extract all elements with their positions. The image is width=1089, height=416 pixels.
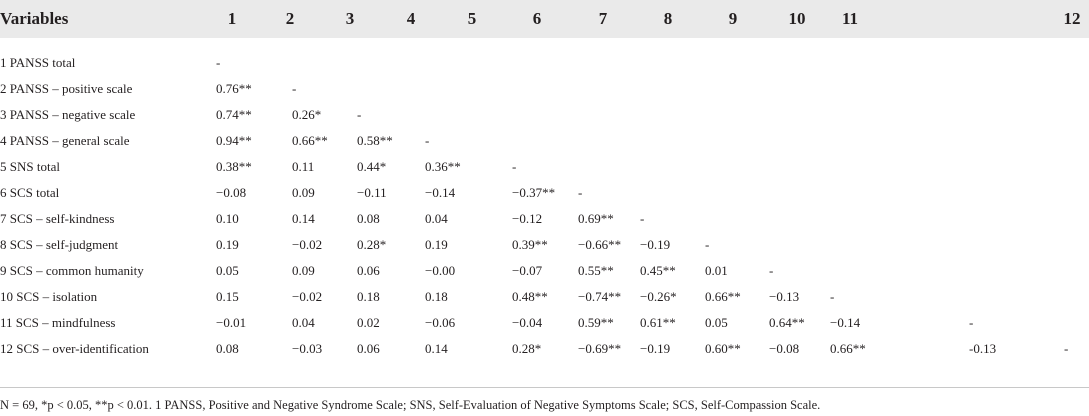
table-cell: 0.45** bbox=[640, 263, 676, 278]
table-cell: - bbox=[512, 159, 517, 174]
table-cell: - bbox=[425, 133, 430, 148]
table-cell: −0.07 bbox=[512, 263, 543, 278]
header-variables: Variables bbox=[0, 9, 69, 28]
table-cell: 0.14 bbox=[425, 341, 448, 356]
table-cell: −0.14 bbox=[425, 185, 456, 200]
table-cell: 0.09 bbox=[292, 185, 315, 200]
table-cell: 0.58** bbox=[357, 133, 393, 148]
table-footnote: N = 69, *p < 0.05, **p < 0.01. 1 PANSS, Positive and Negative Syndrome Scale; SNS, Self-Evaluation of Negative Symptoms Scale; SCS, Self-Compassion Scale. bbox=[0, 398, 821, 412]
header-col-1: 1 bbox=[227, 9, 237, 28]
table-cell: 0.61** bbox=[640, 315, 676, 330]
table-cell: −0.37** bbox=[512, 185, 556, 200]
row-label: 11 SCS – mindfulness bbox=[0, 315, 116, 330]
row-label: 9 SCS – common humanity bbox=[0, 263, 144, 278]
table-cell: −0.69** bbox=[578, 341, 622, 356]
table-cell: 0.06 bbox=[357, 341, 380, 356]
table-cell: 0.18 bbox=[357, 289, 380, 304]
table-cell: 0.19 bbox=[216, 237, 239, 252]
table-cell: −0.02 bbox=[292, 237, 323, 252]
table-cell: 0.19 bbox=[425, 237, 448, 252]
table-cell: 0.06 bbox=[357, 263, 380, 278]
header-col-4: 4 bbox=[406, 9, 416, 28]
table-cell: - bbox=[216, 55, 221, 70]
table-cell: - bbox=[769, 263, 774, 278]
header-col-2: 2 bbox=[285, 9, 295, 28]
table-cell: 0.26* bbox=[292, 107, 322, 122]
table-cell: −0.14 bbox=[830, 315, 861, 330]
table-cell: −0.66** bbox=[578, 237, 622, 252]
table-cell: 0.28* bbox=[357, 237, 387, 252]
row-label: 12 SCS – over-identification bbox=[0, 341, 149, 356]
row-label: 2 PANSS – positive scale bbox=[0, 81, 133, 96]
table-cell: -0.13 bbox=[969, 341, 997, 356]
table-cell: - bbox=[578, 185, 583, 200]
table-cell: 0.10 bbox=[216, 211, 239, 226]
table-cell: - bbox=[705, 237, 710, 252]
table-cell: 0.02 bbox=[357, 315, 380, 330]
table-cell: - bbox=[830, 289, 835, 304]
table-cell: 0.38** bbox=[216, 159, 252, 174]
table-cell: −0.06 bbox=[425, 315, 456, 330]
header-col-11: 11 bbox=[841, 9, 859, 28]
table-cell: −0.01 bbox=[216, 315, 247, 330]
table-cell: −0.19 bbox=[640, 341, 671, 356]
table-cell: 0.39** bbox=[512, 237, 548, 252]
table-cell: 0.01 bbox=[705, 263, 728, 278]
row-label: 10 SCS – isolation bbox=[0, 289, 98, 304]
table-cell: 0.59** bbox=[578, 315, 614, 330]
header-col-12: 12 bbox=[1063, 9, 1081, 28]
table-cell: −0.04 bbox=[512, 315, 543, 330]
header-col-9: 9 bbox=[728, 9, 738, 28]
table-cell: 0.66** bbox=[292, 133, 328, 148]
header-col-5: 5 bbox=[467, 9, 477, 28]
table-cell: 0.08 bbox=[357, 211, 380, 226]
header-col-6: 6 bbox=[532, 9, 542, 28]
row-label: 1 PANSS total bbox=[0, 55, 76, 70]
table-cell: 0.04 bbox=[292, 315, 315, 330]
table-cell: 0.55** bbox=[578, 263, 614, 278]
table-cell: −0.02 bbox=[292, 289, 323, 304]
table-cell: −0.08 bbox=[216, 185, 247, 200]
table-cell: 0.28* bbox=[512, 341, 542, 356]
table-cell: −0.08 bbox=[769, 341, 800, 356]
row-label: 6 SCS total bbox=[0, 185, 60, 200]
table-cell: 0.09 bbox=[292, 263, 315, 278]
table-cell: - bbox=[640, 211, 645, 226]
table-cell: - bbox=[292, 81, 297, 96]
table-cell: 0.48** bbox=[512, 289, 548, 304]
table-cell: 0.60** bbox=[705, 341, 741, 356]
table-cell: 0.76** bbox=[216, 81, 252, 96]
row-label: 7 SCS – self-kindness bbox=[0, 211, 115, 226]
row-label: 3 PANSS – negative scale bbox=[0, 107, 136, 122]
header-col-8: 8 bbox=[663, 9, 673, 28]
table-cell: 0.94** bbox=[216, 133, 252, 148]
table-cell: 0.08 bbox=[216, 341, 239, 356]
header-col-10: 10 bbox=[788, 9, 806, 28]
table-cell: - bbox=[969, 315, 974, 330]
table-cell: 0.11 bbox=[292, 159, 315, 174]
table-cell: −0.26* bbox=[640, 289, 677, 304]
row-label: 5 SNS total bbox=[0, 159, 60, 174]
table-cell: 0.05 bbox=[705, 315, 728, 330]
table-cell: 0.66** bbox=[830, 341, 866, 356]
table-cell: −0.19 bbox=[640, 237, 671, 252]
table-cell: 0.15 bbox=[216, 289, 239, 304]
row-label: 8 SCS – self-judgment bbox=[0, 237, 119, 252]
table-cell: −0.03 bbox=[292, 341, 323, 356]
table-cell: −0.12 bbox=[512, 211, 543, 226]
table-bottom-rule bbox=[0, 387, 1089, 388]
table-cell: 0.18 bbox=[425, 289, 448, 304]
table-cell: 0.14 bbox=[292, 211, 315, 226]
table-cell: 0.69** bbox=[578, 211, 614, 226]
table-cell: −0.11 bbox=[357, 185, 387, 200]
table-cell: - bbox=[1064, 341, 1069, 356]
header-col-3: 3 bbox=[345, 9, 355, 28]
table-cell: 0.64** bbox=[769, 315, 805, 330]
table-cell: 0.36** bbox=[425, 159, 461, 174]
table-header-background bbox=[0, 0, 1089, 38]
table-cell: 0.74** bbox=[216, 107, 252, 122]
table-cell: 0.44* bbox=[357, 159, 387, 174]
table-cell: 0.05 bbox=[216, 263, 239, 278]
table-cell: 0.04 bbox=[425, 211, 448, 226]
header-col-7: 7 bbox=[598, 9, 608, 28]
table-cell: −0.00 bbox=[425, 263, 456, 278]
table-cell: −0.13 bbox=[769, 289, 800, 304]
row-label: 4 PANSS – general scale bbox=[0, 133, 130, 148]
table-cell: 0.66** bbox=[705, 289, 741, 304]
table-cell: - bbox=[357, 107, 362, 122]
table-cell: −0.74** bbox=[578, 289, 622, 304]
